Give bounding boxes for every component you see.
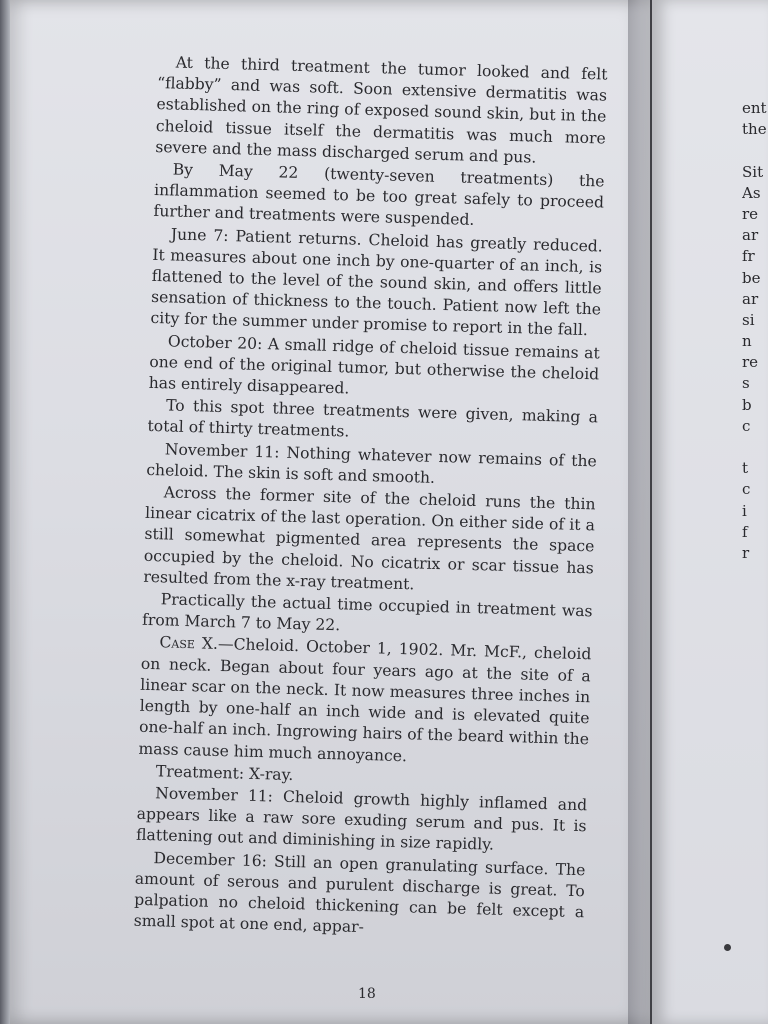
next-page-fragment: be bbox=[742, 268, 761, 287]
book-gutter bbox=[628, 0, 654, 1024]
next-page-fragment: s bbox=[742, 374, 750, 393]
paragraph: June 7: Patient returns. Cheloid has greatly reduced. It measures about one inch by one-quarter of an inch, is flattened to the level of the sound skin, and offers little sensation of thickness to the touch. Patient now left the city for the summer under promise to report in the fall. bbox=[150, 225, 604, 340]
next-page-fragment: the bbox=[742, 120, 767, 139]
next-page-fragment: re bbox=[742, 353, 759, 372]
case-text: —Cheloid. October 1, 1902. Mr. McF., cheloid on neck. Began about four years ago at the site of a linear scar on the neck. It now measures three inches in length by one-half an inch wide and is elevated quite one-half an inch. Ingrowing hairs of the beard within the mass cause him much annoyance. bbox=[138, 635, 592, 765]
paragraph: October 20: A small ridge of cheloid tissue remains at one end of the original tumor, but otherwise the cheloid has entirely disappeared. bbox=[148, 332, 601, 398]
paragraph: Across the former site of the cheloid runs the thin linear cicatrix of the last operation. On either side of it a still somewhat pigmented area represents the space occupied by the cheloid. No cicatrix or scar tissue has resulted from the x-ray treatment. bbox=[143, 483, 596, 594]
paragraph: At the third treatment the tumor looked and felt “flabby” and was soft. Soon extensive dermatitis was established on the ring of exposed sound skin, but in the cheloid tissue itself the dermatitis was much more severe and the mass discharged serum and pus. bbox=[155, 53, 608, 167]
page-text bbox=[133, 52, 607, 946]
next-page-text-fragments bbox=[742, 98, 768, 564]
next-page-fragment: ent bbox=[742, 99, 767, 117]
paragraph: December 16: Still an open granulating surface. The amount of serous and purulent discharge is great. To palpation no cheloid thickening can be felt except a small spot at one end, appar- bbox=[133, 848, 586, 937]
next-page-fragment: t bbox=[742, 459, 749, 478]
paragraph: Practically the actual time occupied in treatment was from March 7 to May 22. bbox=[141, 590, 593, 635]
page-number: 18 bbox=[358, 986, 376, 1002]
next-page-fragment: ar bbox=[742, 226, 759, 245]
next-page-fragment: Sit bbox=[742, 162, 764, 181]
paragraph: By May 22 (twenty-seven treatments) the inflammation seemed to be too great safely to proceed further and treatments were suspended. bbox=[153, 160, 605, 230]
paragraph: To this spot three treatments were given, making a total of thirty treatments. bbox=[147, 396, 599, 441]
next-page-fragment: fr bbox=[742, 247, 755, 266]
next-page-fragment: b bbox=[742, 395, 752, 414]
case-title: Case X. bbox=[159, 633, 219, 654]
next-page-fragment: As bbox=[742, 183, 761, 202]
next-page-fragment bbox=[742, 140, 768, 161]
next-page-fragment: n bbox=[742, 332, 752, 351]
ink-spot bbox=[724, 944, 731, 951]
next-page-fragment: si bbox=[742, 310, 755, 329]
paragraph: November 11: Nothing whatever now remains of the cheloid. The skin is soft and smooth. bbox=[146, 440, 598, 487]
next-page-fragment: f bbox=[742, 522, 748, 541]
paragraph: November 11: Cheloid growth highly inflamed and appears like a raw sore exuding serum and pus. It is flattening out and diminishing in size rapidly. bbox=[135, 784, 588, 854]
next-page-fragment bbox=[742, 437, 768, 458]
next-page-fragment: c bbox=[742, 416, 751, 435]
next-page-fragment: re bbox=[742, 204, 759, 223]
case-paragraph bbox=[138, 632, 591, 772]
next-page-fragment: r bbox=[742, 543, 750, 562]
next-page-fragment: i bbox=[742, 501, 747, 520]
paragraph: Treatment: X-ray. bbox=[155, 761, 294, 784]
next-page-fragment: ar bbox=[742, 289, 759, 308]
next-page-fragment: c bbox=[742, 480, 751, 499]
